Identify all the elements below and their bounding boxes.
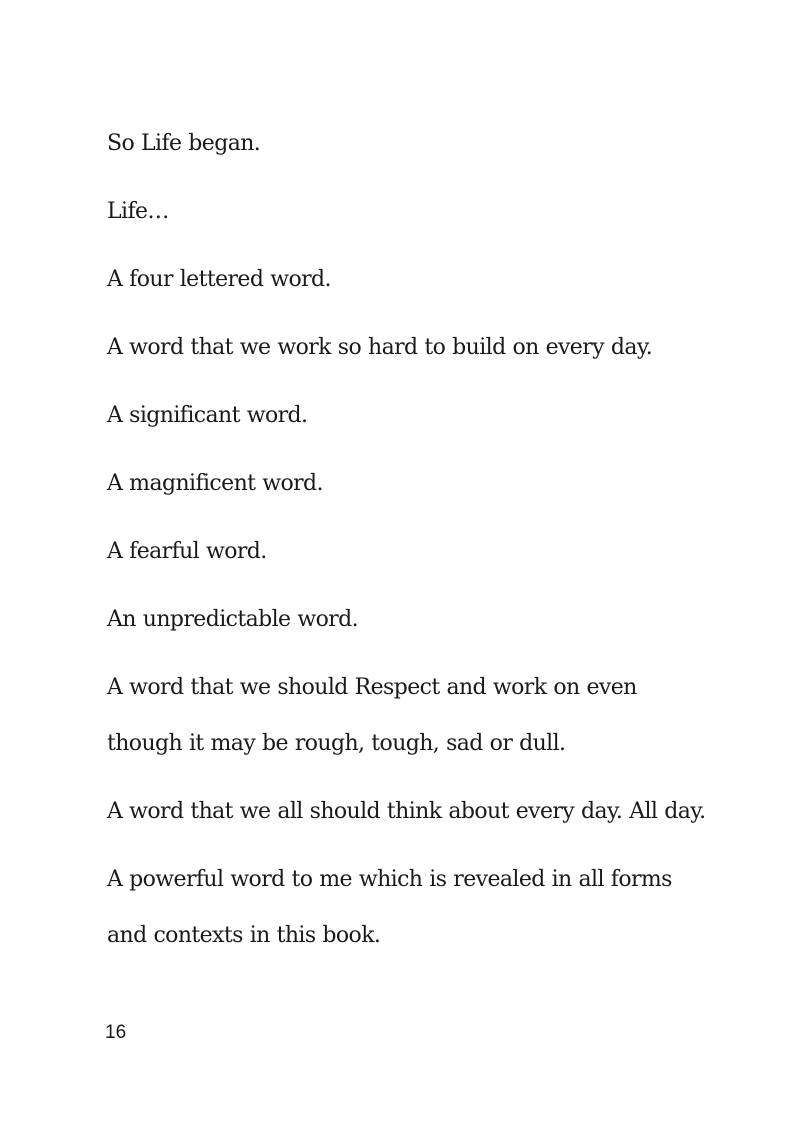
paragraph — [107, 400, 747, 432]
paragraph — [107, 196, 747, 228]
paragraph-line: and contexts in this book. — [107, 923, 381, 948]
paragraph-line: A word that we all should think about every day. All day. — [107, 799, 706, 824]
paragraph — [107, 536, 747, 568]
paragraph-line: A fearful word. — [107, 539, 267, 564]
page-number: 16 — [105, 1022, 127, 1043]
paragraph — [107, 468, 747, 500]
paragraph-line: An unpredictable word. — [107, 607, 359, 632]
paragraph — [107, 852, 747, 964]
paragraph — [107, 604, 747, 636]
paragraph-line: A significant word. — [107, 403, 308, 428]
paragraph-line: A powerful word to me which is revealed in all forms — [107, 867, 672, 892]
paragraph-line: though it may be rough, tough, sad or dull. — [107, 731, 566, 756]
paragraph-line: A word that we work so hard to build on every day. — [107, 335, 653, 360]
paragraph — [107, 332, 747, 364]
paragraph-line: So Life began. — [107, 131, 261, 156]
paragraph — [107, 264, 747, 296]
paragraph-line: A word that we should Respect and work on even — [107, 675, 637, 700]
paragraph — [107, 660, 747, 772]
body-text — [107, 128, 747, 988]
paragraph — [107, 796, 747, 828]
paragraph-line: Life… — [107, 199, 169, 224]
paragraph-line: A magnificent word. — [107, 471, 323, 496]
paragraph-line: A four lettered word. — [107, 267, 331, 292]
paragraph — [107, 128, 747, 160]
